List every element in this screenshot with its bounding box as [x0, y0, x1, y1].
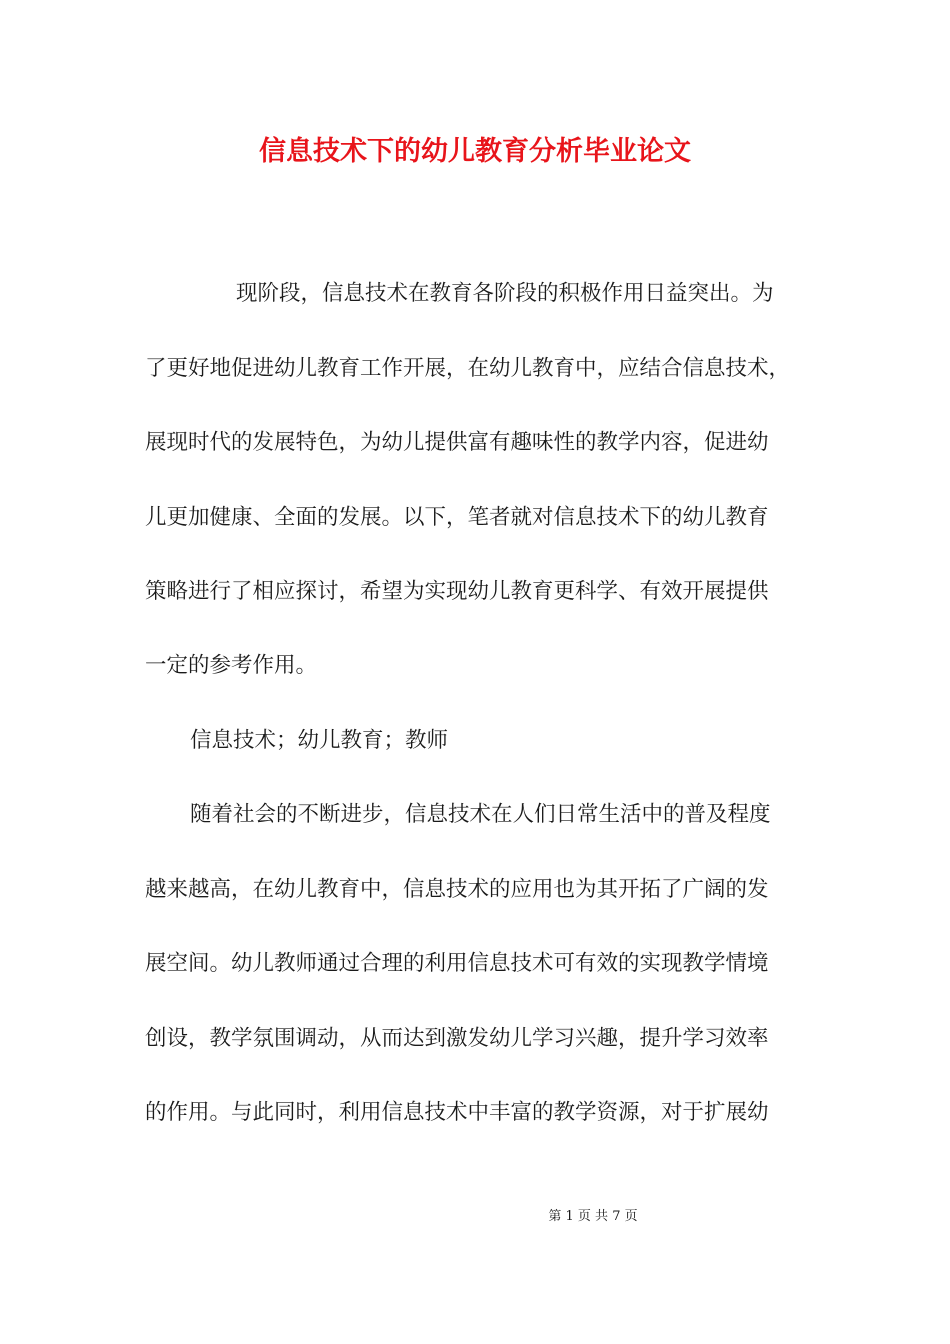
body-line: 越来越高，在幼儿教育中，信息技术的应用也为其开拓了广阔的发 [145, 877, 769, 902]
abstract-line: 一定的参考作用。 [145, 653, 318, 678]
page-number-footer: 第 1 页 共 7 页 [548, 1209, 638, 1224]
abstract-line: 策略进行了相应探讨，希望为实现幼儿教育更科学、有效开展提供 [145, 579, 769, 604]
document-title: 信息技术下的幼儿教育分析毕业论文 [259, 136, 691, 167]
body-line: 随着社会的不断进步，信息技术在人们日常生活中的普及程度 [190, 802, 771, 827]
body-line: 的作用。与此同时，利用信息技术中丰富的教学资源，对于扩展幼 [145, 1100, 769, 1125]
body-line: 创设，教学氛围调动，从而达到激发幼儿学习兴趣，提升学习效率 [145, 1026, 769, 1051]
abstract-line: 了更好地促进幼儿教育工作开展，在幼儿教育中，应结合信息技术， [145, 356, 791, 381]
body-line: 展空间。幼儿教师通过合理的利用信息技术可有效的实现教学情境 [145, 951, 769, 976]
abstract-line: 儿更加健康、全面的发展。以下，笔者就对信息技术下的幼儿教育 [145, 505, 769, 530]
abstract-line: 展现时代的发展特色，为幼儿提供富有趣味性的教学内容，促进幼 [145, 430, 769, 455]
abstract-line: 现阶段，信息技术在教育各阶段的积极作用日益突出。为 [236, 281, 774, 306]
keywords: 信息技术；幼儿教育；教师 [190, 728, 449, 753]
